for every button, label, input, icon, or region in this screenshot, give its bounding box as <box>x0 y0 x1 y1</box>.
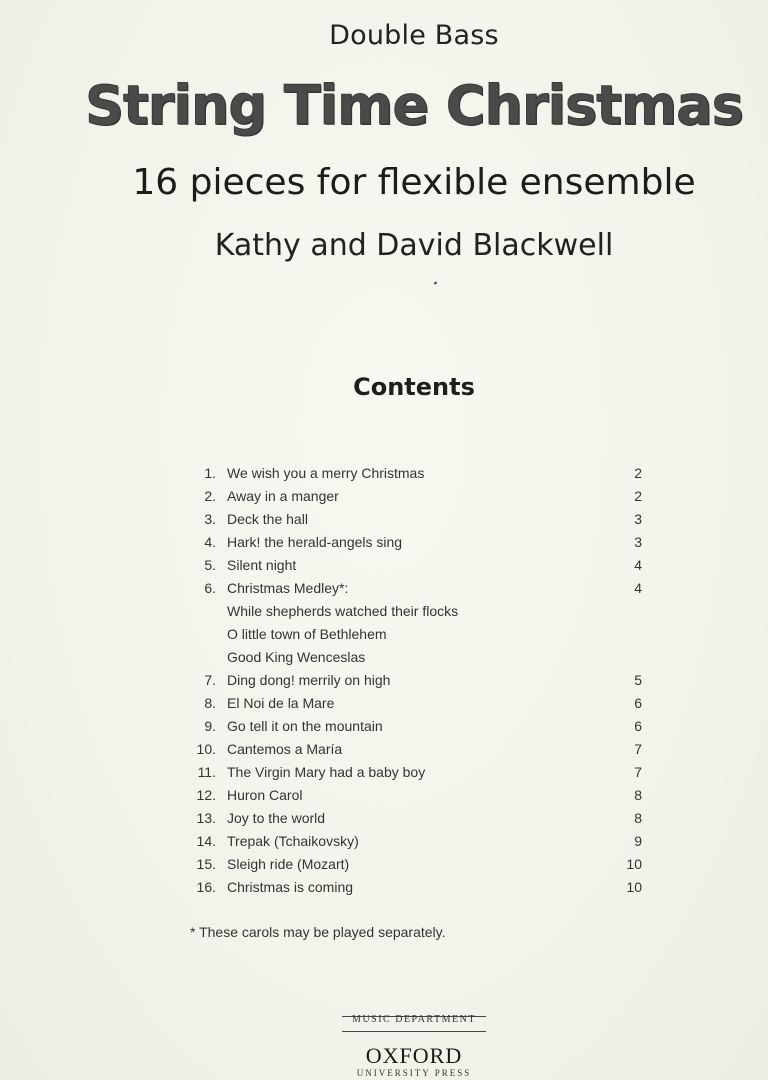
department-rule-bottom <box>342 1031 486 1032</box>
contents-item-page: 7 <box>634 741 642 757</box>
contents-item-number: 15. <box>196 856 216 872</box>
contents-item-page: 2 <box>634 465 642 481</box>
contents-item-number: 2. <box>204 488 216 504</box>
contents-item-page: 4 <box>634 580 642 596</box>
contents-item-title: The Virgin Mary had a baby boy <box>227 764 426 780</box>
book-subtitle: 16 pieces for flexible ensemble <box>132 162 696 203</box>
contents-item-number: 8. <box>204 695 216 711</box>
contents-item-number: 4. <box>204 534 216 550</box>
contents-item-number: 11. <box>197 764 216 780</box>
contents-item-number: 10. <box>196 741 216 757</box>
contents-item-page: 3 <box>634 511 642 527</box>
contents-item-page: 10 <box>626 856 642 872</box>
contents-item-number: 7. <box>204 672 216 688</box>
contents-item-title: Ding dong! merrily on high <box>227 672 391 688</box>
contents-item-title: Hark! the herald-angels sing <box>227 534 403 550</box>
contents-item-title: While shepherds watched their flocks <box>227 603 459 619</box>
authors: Kathy and David Blackwell <box>214 228 614 263</box>
contents-item-title: Cantemos a María <box>227 741 343 757</box>
contents-item-number: 16. <box>196 879 216 895</box>
contents-row <box>196 853 646 876</box>
contents-row <box>196 692 646 715</box>
contents-item-title: Go tell it on the mountain <box>227 718 383 734</box>
contents-item-page: 7 <box>634 764 642 780</box>
contents-item-title: Silent night <box>227 557 297 573</box>
contents-item-title: El Noi de la Mare <box>227 695 335 711</box>
contents-row <box>196 577 646 600</box>
contents-heading: Contents <box>353 373 475 401</box>
contents-item-page: 6 <box>634 718 642 734</box>
contents-item-number: 3. <box>204 511 216 527</box>
contents-row <box>196 738 646 761</box>
contents-item-title: Christmas is coming <box>227 879 354 895</box>
contents-item-number: 12. <box>196 787 216 803</box>
contents-item-page: 2 <box>634 488 642 504</box>
publisher-name: OXFORD <box>365 1043 463 1068</box>
contents-item-title: Huron Carol <box>227 787 303 803</box>
contents-item-page: 8 <box>634 810 642 826</box>
publisher-subname: UNIVERSITY PRESS <box>356 1068 472 1078</box>
contents-item-page: 6 <box>634 695 642 711</box>
contents-item-title: Joy to the world <box>227 810 326 826</box>
book-title: String Time Christmas <box>85 74 743 137</box>
contents-row <box>196 807 646 830</box>
contents-item-title: Deck the hall <box>227 511 308 527</box>
contents-item-number: 1. <box>204 465 216 481</box>
contents-item-page: 8 <box>634 787 642 803</box>
contents-item-page: 10 <box>626 879 642 895</box>
contents-row <box>196 600 646 623</box>
contents-item-title: We wish you a merry Christmas <box>227 465 425 481</box>
contents-item-number: 13. <box>196 810 216 826</box>
contents-item-number: 9. <box>204 718 216 734</box>
contents-row <box>196 462 646 485</box>
contents-item-title: Sleigh ride (Mozart) <box>227 856 350 872</box>
contents-item-title: Good King Wenceslas <box>227 649 366 665</box>
contents-item-page: 9 <box>634 833 642 849</box>
contents-row <box>196 554 646 577</box>
contents-row <box>196 784 646 807</box>
contents-row <box>196 761 646 784</box>
contents-item-page: 4 <box>634 557 642 573</box>
contents-item-page: 5 <box>634 672 642 688</box>
contents-row <box>196 623 646 646</box>
contents-item-title: O little town of Bethlehem <box>227 626 387 642</box>
publisher-department: MUSIC DEPARTMENT <box>352 1014 476 1025</box>
contents-row <box>196 669 646 692</box>
contents-item-page: 3 <box>634 534 642 550</box>
contents-item-title: Away in a manger <box>227 488 339 504</box>
contents-row <box>196 876 646 899</box>
contents-item-number: 14. <box>196 833 216 849</box>
instrument-label: Double Bass <box>329 20 499 51</box>
scan-speck <box>434 281 438 284</box>
contents-row <box>196 715 646 738</box>
contents-row <box>196 830 646 853</box>
contents-row <box>196 485 646 508</box>
contents-item-number: 6. <box>204 580 216 596</box>
contents-list <box>196 462 646 899</box>
contents-item-title: Christmas Medley*: <box>227 580 349 596</box>
contents-item-number: 5. <box>204 557 216 573</box>
footnote: * These carols may be played separately. <box>190 924 446 940</box>
contents-row <box>196 508 646 531</box>
contents-row <box>196 646 646 669</box>
contents-item-title: Trepak (Tchaikovsky) <box>227 833 359 849</box>
contents-row <box>196 531 646 554</box>
